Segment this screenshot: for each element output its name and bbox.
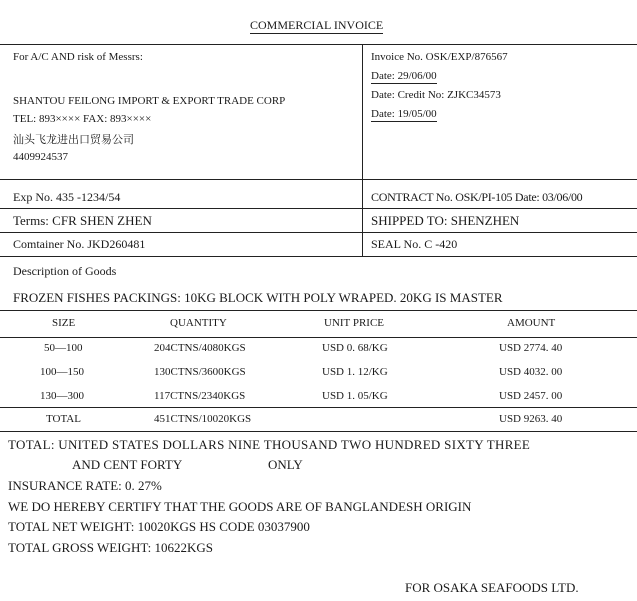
description-label: Description of Goods xyxy=(13,264,117,278)
signature-block: FOR OSAKA SEAFOODS LTD. xyxy=(405,580,579,595)
shipped-to: SHIPPED TO: SHENZHEN xyxy=(371,213,520,228)
cell-size: 130—300 xyxy=(40,390,84,402)
column-header-size: SIZE xyxy=(52,317,76,329)
total-in-words-cont: AND CENT FORTY xyxy=(72,457,183,472)
column-header-quantity: QUANTITY xyxy=(170,317,227,329)
cell-amount: USD 2774. 40 xyxy=(499,342,563,354)
invoice-title: COMMERCIAL INVOICE xyxy=(250,18,384,32)
table-top-border xyxy=(0,310,637,311)
buyer-name: SHANTOU FEILONG IMPORT & EXPORT TRADE CORP xyxy=(13,95,286,107)
cell-size: 50—100 xyxy=(44,342,83,354)
cell-unit-price: USD 1. 05/KG xyxy=(322,390,388,402)
table-total-border xyxy=(0,407,637,408)
credit-date: Date: 19/05/00 xyxy=(371,108,437,120)
divider xyxy=(0,208,637,209)
cell-unit-price: USD 1. 12/KG xyxy=(322,366,388,378)
column-header-unit-price: UNIT PRICE xyxy=(324,317,384,329)
cell-amount: USD 2457. 00 xyxy=(499,390,563,402)
column-header-amount: AMOUNT xyxy=(507,317,556,329)
exp-number: Exp No. 435 -1234/54 xyxy=(13,190,121,204)
total-in-words-only: ONLY xyxy=(268,457,303,472)
origin-certification: WE DO HEREBY CERTIFY THAT THE GOODS ARE OF BANGLANDESH ORIGIN xyxy=(8,499,472,514)
table-header-border xyxy=(0,337,637,338)
cell-unit-price: USD 0. 68/KG xyxy=(322,342,388,354)
seal-number: SEAL No. C -420 xyxy=(371,237,458,251)
cell-amount: USD 4032. 00 xyxy=(499,366,563,378)
container-number: Comtainer No. JKD260481 xyxy=(13,237,146,251)
buyer-code: 4409924537 xyxy=(13,151,68,163)
cell-size: 100—150 xyxy=(40,366,84,378)
divider xyxy=(362,179,363,256)
buyer-tel-fax: TEL: 893×××× FAX: 893×××× xyxy=(13,113,152,125)
divider xyxy=(0,232,637,233)
table-bottom-border xyxy=(0,431,637,432)
cell-quantity: 130CTNS/3600KGS xyxy=(154,366,246,378)
invoice-number: Invoice No. OSK/EXP/876567 xyxy=(371,51,508,63)
net-weight: TOTAL NET WEIGHT: 10020KGS HS CODE 03037900 xyxy=(8,519,310,534)
total-in-words: TOTAL: UNITED STATES DOLLARS NINE THOUSAND TWO HUNDRED SIXTY THREE xyxy=(8,437,531,452)
goods-description: FROZEN FISHES PACKINGS: 10KG BLOCK WITH POLY WRAPED. 20KG IS MASTER xyxy=(13,290,503,305)
insurance-rate: INSURANCE RATE: 0. 27% xyxy=(8,478,162,493)
gross-weight: TOTAL GROSS WEIGHT: 10622KGS xyxy=(8,540,213,555)
terms: Terms: CFR SHEN ZHEN xyxy=(13,213,152,228)
buyer-name-cn: 汕头飞龙进出口贸易公司 xyxy=(13,134,134,146)
total-amount: USD 9263. 40 xyxy=(499,413,563,425)
credit-number: Date: Credit No: ZJKC34573 xyxy=(371,89,501,101)
cell-quantity: 204CTNS/4080KGS xyxy=(154,342,246,354)
invoice-date: Date: 29/06/00 xyxy=(371,70,437,82)
divider xyxy=(362,44,363,179)
divider xyxy=(0,179,637,180)
divider xyxy=(0,44,637,45)
buyer-label: For A/C AND risk of Messrs: xyxy=(13,51,143,63)
contract-number: CONTRACT No. OSK/PI-105 Date: 03/06/00 xyxy=(371,190,583,204)
cell-quantity: 117CTNS/2340KGS xyxy=(154,390,246,402)
divider xyxy=(0,256,637,257)
total-quantity: 451CTNS/10020KGS xyxy=(154,413,252,425)
total-label: TOTAL xyxy=(46,413,81,425)
